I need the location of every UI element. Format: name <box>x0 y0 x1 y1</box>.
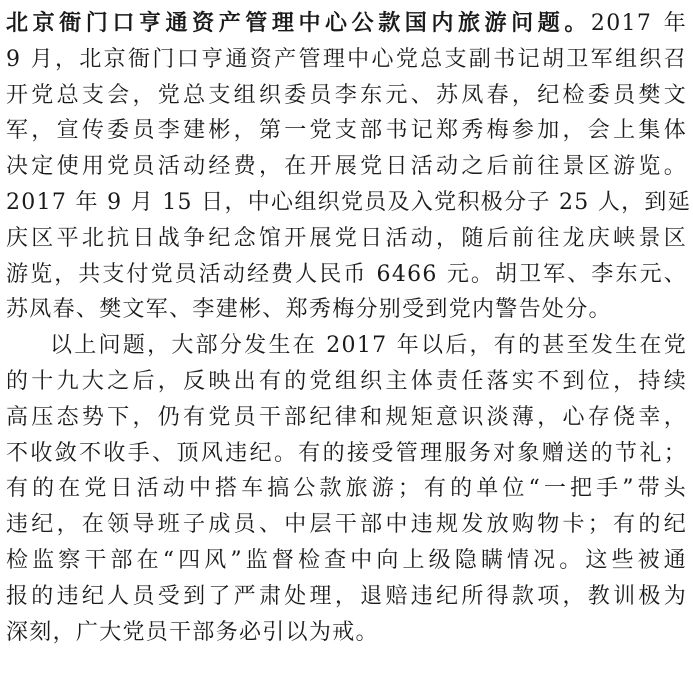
text-line: 深刻，广大党员干部务必引以为戒。 <box>6 619 379 645</box>
text-line: 9 月，北京衙门口亨通资产管理中心党总支副书记胡卫军组织召 <box>6 46 687 72</box>
text-line: 的十九大之后，反映出有的党组织主体责任落实不到位，持续 <box>6 368 687 394</box>
text-line: 高压态势下，仍有党员干部纪律和规矩意识淡薄，心存侥幸， <box>6 404 687 430</box>
text-line: 检监察干部在“四风”监督检查中向上级隐瞒情况。这些被通 <box>6 547 687 573</box>
text-line: 以上问题，大部分发生在 2017 年以后，有的甚至发生在党 <box>50 333 687 359</box>
text-line: 有的在党日活动中搭车搞公款旅游；有的单位“一把手”带头 <box>6 476 687 502</box>
case-heading: 北京衙门口亨通资产管理中心公款国内旅游问题。 <box>6 11 591 36</box>
text-line: 2017 年 9 月 15 日，中心组织党员及入党积极分子 25 人，到延 <box>6 189 692 215</box>
text-line: 不收敛不收手、顶风违纪。有的接受管理服务对象赠送的节礼； <box>6 440 687 466</box>
text-line: 违纪，在领导班子成员、中层干部中违规发放购物卡；有的纪 <box>6 512 687 538</box>
text-line: 开党总支会，党总支组织委员李东元、苏凤春，纪检委员樊文 <box>6 82 687 108</box>
text-line <box>6 6 687 42</box>
text-line: 决定使用党员活动经费，在开展党日活动之后前往景区游览。 <box>6 154 687 180</box>
text-line: 庆区平北抗日战争纪念馆开展党日活动，随后前往龙庆峡景区 <box>6 225 687 251</box>
text-line: 军，宣传委员李建彬，第一党支部书记郑秀梅参加，会上集体 <box>6 118 687 144</box>
paragraph-summary <box>6 328 687 650</box>
text-fragment: 2017 年 <box>590 11 687 36</box>
document-body <box>6 6 692 650</box>
text-line: 游览，共支付党员活动经费人民币 6466 元。胡卫军、李东元、 <box>6 261 687 287</box>
text-line: 苏凤春、樊文军、李建彬、郑秀梅分别受到党内警告处分。 <box>6 297 612 323</box>
paragraph-case-report <box>6 6 692 328</box>
text-line: 报的违纪人员受到了严肃处理，退赔违纪所得款项，教训极为 <box>6 583 687 609</box>
